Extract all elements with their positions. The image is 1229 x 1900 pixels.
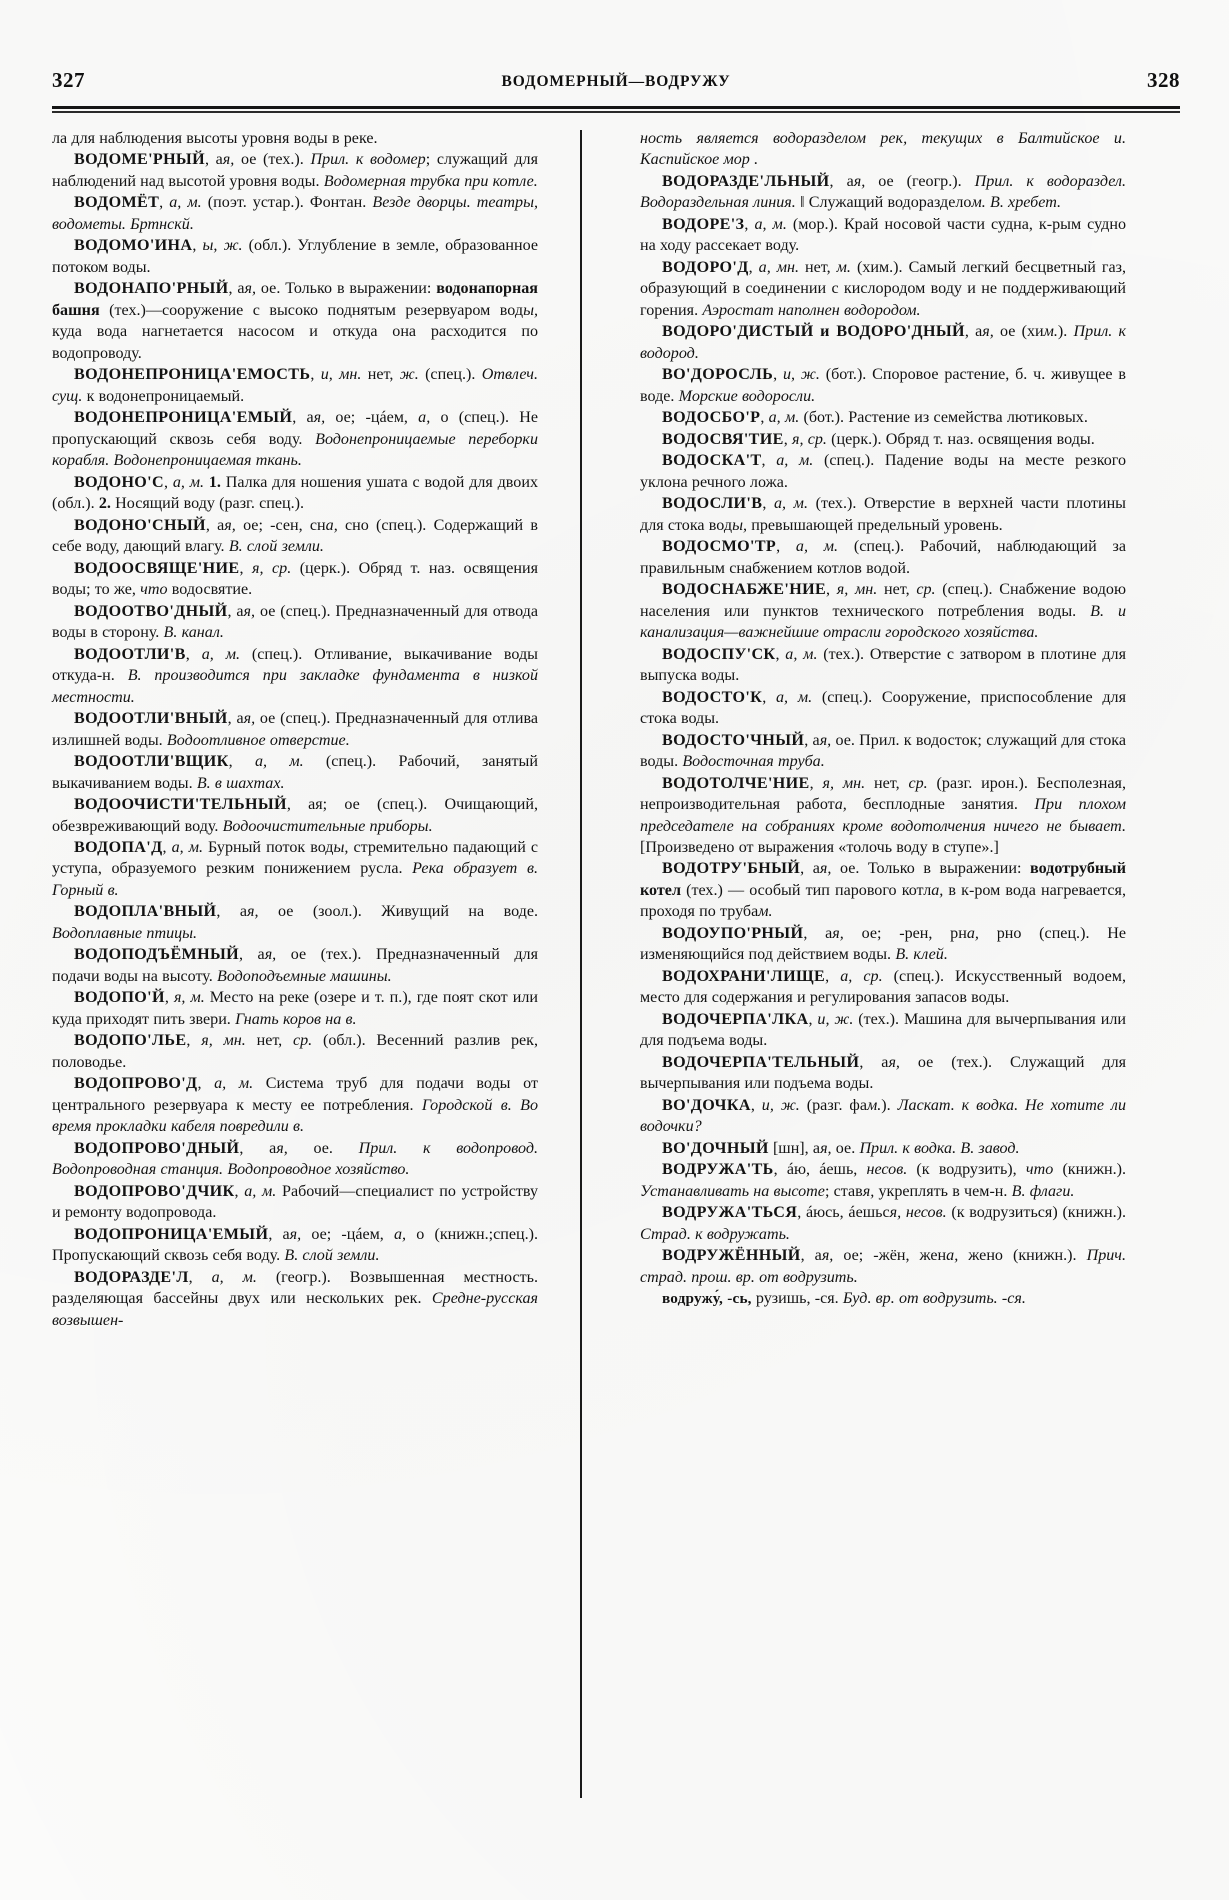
entry-headword: ВОДОСВЯ'ТИЕ: [662, 430, 784, 448]
entry-headword: ВО'ДОРОСЛЬ: [662, 366, 774, 384]
header-rule-thin: [52, 111, 1180, 113]
entry-headword: ВОДООЧИСТИ'ТЕЛЬНЫЙ: [74, 796, 287, 814]
entry-definition: , а, м. (спец.). Падение воды на месте резкого уклона речного ложа.: [640, 452, 1126, 491]
entry-definition: , а, ср. (спец.). Искусственный водоем, место для содержания и регулирования запасов воды.: [640, 967, 1126, 1007]
entry-headword: ВОДРУЖЁННЫЙ: [662, 1247, 801, 1265]
dictionary-entry: [52, 192, 538, 235]
entry-headword: ВОДРУЖА'ТЬ: [662, 1161, 774, 1179]
dictionary-entry: [52, 515, 538, 558]
entry-headword: ВОДРУЖА'ТЬСЯ: [662, 1204, 798, 1222]
entry-definition: , а, м. (спец.). Рабочий, наблюдающий за правильным снабжением котлов водой.: [640, 538, 1126, 577]
entry-headword: ВОДОРЕ'З: [662, 215, 745, 233]
dictionary-entry: [640, 1138, 1126, 1159]
entry-definition: , ая, ое; -сен, сна, сно (спец.). Содержащий в себе воду, дающий влагу. В. слой земли.: [52, 516, 539, 556]
dictionary-entry: [52, 364, 538, 407]
entry-headword: ВО'ДОЧКА: [662, 1096, 751, 1114]
dictionary-entry: [52, 794, 538, 837]
dictionary-entry: [52, 1138, 538, 1181]
entry-definition: , а, м. (спец.). Рабочий, занятый выкачиванием воды. В. в шахтах.: [52, 753, 538, 792]
entry-definition: , ая, ое (тех.). Прил. к водомер; служащий для наблюдений над высотой уровня воды. Водомерная трубка при котле.: [52, 151, 538, 190]
entry-headword: ВОДОПО'ЛЬЕ: [74, 1032, 187, 1050]
entry-definition: , а, м. Рабочий—специалист по устройству и ремонту водопровода.: [52, 1182, 538, 1222]
dictionary-entry: [640, 966, 1126, 1009]
dictionary-entry: [52, 1181, 538, 1224]
entry-headword: ВОДООТЛИ'В: [74, 645, 186, 663]
entry-definition: , ая, ое. Прил. к водопровод. Водопроводная станция. Водопроводное хозяйство.: [52, 1139, 538, 1179]
entry-headword: ВОДОНО'С: [74, 473, 164, 491]
dictionary-entry: [52, 1073, 538, 1137]
dictionary-entry: [52, 472, 538, 515]
dictionary-entry: [640, 493, 1126, 536]
dictionary-entry: [52, 901, 538, 944]
entry-headword: ВОДОСМО'ТР: [662, 538, 777, 556]
entry-definition: , ая, ое; -рен, рна, рно (спец.). Не изменяющийся под действием воды. В. клей.: [640, 924, 1127, 964]
entry-definition: , ы, ж. (обл.). Углубление в земле, образованное потоком воды.: [52, 237, 538, 276]
entry-definition: , а, м. (геогр.). Возвышенная местность. разделяющая бассейны двух или нескольких рек. Средне-русская возвышен-: [52, 1268, 538, 1329]
entry-definition: , ая, ое. Только в выражении: водонапорная башня (тех.)—сооружение с высоко поднятым резервуаром воды, куда вода нагнетается насосом и откуда она расходится по водопроводу.: [52, 280, 538, 362]
dictionary-entry: [640, 773, 1126, 859]
entry-definition: , а, м. Система труб для подачи воды от центрального резервуара к месту ее потребления. Городской в. Во время прокладки кабеля повредили в.: [52, 1075, 538, 1136]
entry-definition: , ая, ое (спец.). Предназначенный для отлива излишней воды. Водоотливное отверстие.: [52, 710, 538, 749]
entry-definition: рузишь, -ся. Буд. вр. от водрузить. -ся.: [751, 1290, 1026, 1308]
running-title: ВОДОМЕРНЫЙ—ВОДРУЖУ: [501, 73, 731, 90]
entry-definition: , ая, ое (тех.). Служащий для вычерпывания или подъема воды.: [640, 1053, 1127, 1093]
dictionary-entry: [640, 429, 1126, 450]
entry-definition: , а, м. (поэт. устар.). Фонтан. Везде дворцы. театры, водометы. Бртнскй.: [52, 194, 538, 233]
entry-definition: , ая, ое (геогр.). Прил. к водораздел. Водораздельная линия. ‖ Служащий водоразделом. В. хребет.: [640, 172, 1126, 212]
entry-headword: ВОДОСПУ'СК: [662, 645, 776, 663]
entry-headword: ВОДОУПО'РНЫЙ: [662, 924, 804, 942]
dictionary-entry: [640, 450, 1126, 493]
entry-definition: , а, м. 1. Палка для ношения ушата с водой для двоих (обл.). 2. Носящий воду (разг. спец.).: [52, 473, 539, 513]
running-head: [52, 68, 1180, 102]
entry-headword: ВОДОРО'ДИСТЫЙ и ВОДОРО'ДНЫЙ: [662, 323, 965, 341]
dictionary-entry: [640, 644, 1126, 687]
dictionary-entry: [52, 149, 538, 192]
entry-definition: , áю, áешь, несов. (к водрузить), что (книжн.). Устанавливать на высоте; ставя, укреплять в чем-н. В. флаги.: [640, 1161, 1126, 1200]
entry-definition: , ая; ое (спец.). Очищающий, обезвреживающий воду. Водоочистительные приборы.: [52, 796, 538, 835]
entry-definition: , и, мн. нет, ж. (спец.). Отвлеч. сущ. к водонепроницаемый.: [52, 366, 538, 405]
entry-headword: ВОДОСКА'Т: [662, 452, 762, 470]
entry-definition: , а, м. (спец.). Сооружение, приспособление для стока воды.: [640, 688, 1126, 728]
dictionary-entry: [52, 558, 538, 601]
entry-headword: ВОДОСНАБЖЕ'НИЕ: [662, 581, 827, 599]
column-left: [52, 128, 538, 1828]
dictionary-entry: [52, 235, 538, 278]
entry-headword: ВОДОНЕПРОНИЦА'ЕМОСТЬ: [74, 366, 311, 384]
entry-headword: ВОДОЧЕРПА'ТЕЛЬНЫЙ: [662, 1053, 860, 1071]
entry-definition: , ая, ое; -цáем, а, о (книжн.;спец.). Пропускающий сквозь себя воду. В. слой земли.: [52, 1225, 539, 1265]
entry-definition: [шн], ая, ое. Прил. к водка. В. завод.: [768, 1139, 1020, 1157]
entry-definition: , а, м. (мор.). Край носовой части судна, к-рым судно на ходу рассекает воду.: [640, 215, 1126, 255]
entry-headword: ВОДОТРУ'БНЫЙ: [662, 860, 801, 878]
entry-headword: ВОДОПОДЪЁМНЫЙ: [74, 946, 239, 964]
folio-left: 327: [52, 68, 85, 92]
entry-headword: ВОДОПА'Д: [74, 838, 163, 856]
entry-headword: ВОДООТЛИ'ВЩИК: [74, 753, 229, 771]
dictionary-entry: [52, 278, 538, 364]
dictionary-entry: [52, 407, 538, 471]
entry-headword: ВОДОПРОВО'ДЧИК: [74, 1182, 235, 1200]
entry-headword: ВОДОСЛИ'В: [662, 495, 763, 513]
entry-headword: ВОДООСВЯЩЕ'НИЕ: [74, 559, 240, 577]
entry-headword: ВОДОРАЗДЕ'ЛЬНЫЙ: [662, 172, 830, 190]
entry-definition: , а, м. (тех.). Отверстие с затвором в плотине для выпуска воды.: [640, 645, 1126, 685]
entry-definition: , а, м. Бурный поток воды, стремительно падающий с уступа, образуемого резким понижением русла. Река образует в. Горный в.: [52, 838, 538, 899]
entry-headword: ВОДОНЕПРОНИЦА'ЕМЫЙ: [74, 409, 293, 427]
entry-headword: ВОДОТОЛЧЕ'НИЕ: [662, 774, 810, 792]
dictionary-entry: [640, 536, 1126, 579]
entry-definition: , ая, ое. Прил. к водосток; служащий для стока воды. Водосточная труба.: [640, 731, 1126, 771]
dictionary-entry: [640, 214, 1126, 257]
dictionary-entry: [640, 257, 1126, 321]
column-right: [640, 128, 1126, 1828]
folio-right: 328: [1147, 68, 1180, 92]
entry-definition: , а, м. (тех.). Отверстие в верхней части плотины для стока воды, превышающей предельный уровень.: [640, 495, 1126, 534]
dictionary-entry: [52, 708, 538, 751]
dictionary-entry: [52, 837, 538, 901]
dictionary-entry: [640, 579, 1126, 643]
entry-headword: ВО'ДОЧНЫЙ: [662, 1139, 769, 1157]
entry-definition: , ая, ое (тех.). Предназначенный для подачи воды на высоту. Водоподъемные машины.: [52, 946, 538, 985]
dictionary-entry: [640, 407, 1126, 428]
dictionary-entry: [640, 171, 1126, 214]
entry-definition: , я, ср. (церк.). Обряд т. наз. освящения воды; то же, что водосвятие.: [52, 559, 538, 599]
dictionary-entry: [640, 923, 1126, 966]
entry-definition: , я, ср. (церк.). Обряд т. наз. освящения воды.: [783, 430, 1095, 448]
dictionary-entry: [52, 1030, 538, 1073]
entry-definition: , и, ж. (тех.). Машина для вычерпывания или для подъема воды.: [640, 1010, 1126, 1050]
dictionary-entry: [640, 364, 1126, 407]
entry-headword: водружу́, -сь,: [662, 1290, 752, 1308]
column-area: [52, 128, 1180, 1828]
entry-definition: , ая, ое; -жён, жена, жено (книжн.). Прич. страд. прош. вр. от водрузить.: [640, 1247, 1126, 1286]
entry-headword: ВОДОСБО'Р: [662, 409, 761, 427]
entry-headword: ВОДОСТО'ЧНЫЙ: [662, 731, 805, 749]
entry-headword: ВОДОНО'СНЫЙ: [74, 516, 206, 534]
dictionary-entry: [640, 858, 1126, 922]
entry-definition: , ая, ое; -цáем, а, о (спец.). Не пропускающий сквозь себя воду. Водонепроницаемые переборки корабля. Водонепроницаемая ткань.: [52, 409, 539, 470]
entry-definition: , ая, ое. Только в выражении: водотрубный котел (тех.) — особый тип парового котла, в к-ром вода нагревается, проходя по трубам.: [640, 860, 1126, 921]
dictionary-entry: [52, 1224, 538, 1267]
entry-headword: ВОДООТВО'ДНЫЙ: [74, 602, 228, 620]
entry-definition: , и, ж. (разг. фам.). Ласкат. к водка. Не хотите ли водочки?: [640, 1096, 1126, 1136]
column-divider: [580, 130, 582, 1798]
entry-headword: ВОДООТЛИ'ВНЫЙ: [74, 710, 228, 728]
dictionary-entry: [640, 1288, 1126, 1309]
entry-definition: , а, м. (спец.). Отливание, выкачивание воды откуда-н. В. производится при закладке фундамента в низкой местности.: [52, 645, 538, 706]
entry-definition: , áюсь, áешься, несов. (к водрузиться) (книжн.). Страд. к водружать.: [640, 1204, 1126, 1243]
dictionary-entry: [52, 601, 538, 644]
dictionary-entry: [52, 644, 538, 708]
entry-definition: , я, м. Место на реке (озере и т. п.), где поят скот или куда приходят пить звери. Гнать коров на в.: [52, 989, 538, 1028]
entry-headword: ВОДОПРОВО'Д: [74, 1075, 198, 1093]
header-rule-thick: [52, 106, 1180, 109]
entry-headword: ВОДОПО'Й: [74, 989, 165, 1007]
entry-definition: , я, мн. нет, ср. (спец.). Снабжение водою населения или пунктов технического потребления воды. В. и канализация—важнейшие отрасли городского хозяйства.: [640, 581, 1126, 642]
entry-headword: ВОДОМЁТ: [74, 194, 160, 212]
entry-headword: ВОДОНАПО'РНЫЙ: [74, 280, 229, 298]
entry-definition: , а, мн. нет, м. (хим.). Самый легкий бесцветный газ, образующий в соединении с кислородом воду и не поддерживающий горения. Аэростат наполнен водородом.: [640, 258, 1126, 319]
dictionary-entry: [640, 1159, 1126, 1202]
dictionary-entry: [640, 1202, 1126, 1245]
entry-definition: , а, м. (бот.). Растение из семейства лютиковых.: [760, 409, 1088, 427]
dictionary-entry: [52, 944, 538, 987]
entry-headword: ВОДОПРОНИЦА'ЕМЫЙ: [74, 1225, 269, 1243]
header-rule: [52, 106, 1180, 113]
entry-headword: ВОДОРО'Д: [662, 258, 749, 276]
entry-continuation: ла для наблюдения высоты уровня воды в реке.: [52, 130, 378, 147]
entry-headword: ВОДОХРАНИ'ЛИЩЕ: [662, 967, 826, 985]
entry-definition: , я, мн. нет, ср. (обл.). Весенний разлив рек, половодье.: [52, 1032, 538, 1071]
entry-definition: , ая, ое (хим.). Прил. к водород.: [640, 323, 1127, 362]
dictionary-entry: [640, 1009, 1126, 1052]
dictionary-entry: [640, 321, 1126, 364]
dictionary-entry: [640, 1245, 1126, 1288]
dictionary-entry: [640, 1095, 1126, 1138]
entry-definition: , и, ж. (бот.). Споровое растение, б. ч. живущее в воде. Морские водоросли.: [640, 366, 1126, 405]
dictionary-entry: [640, 687, 1126, 730]
entry-headword: ВОДОМО'ИНА: [74, 237, 193, 255]
entry-headword: ВОДОПЛА'ВНЫЙ: [74, 903, 217, 921]
dictionary-entry: [52, 987, 538, 1030]
dictionary-entry: [52, 751, 538, 794]
entry-definition: , ая, ое (зоол.). Живущий на воде. Водоплавные птицы.: [52, 903, 539, 942]
entry-headword: ВОДОМЕ'РНЫЙ: [74, 151, 205, 169]
entry-headword: ВОДОПРОВО'ДНЫЙ: [74, 1139, 240, 1157]
entry-headword: ВОДОЧЕРПА'ЛКА: [662, 1010, 809, 1028]
entry-continuation: ность является водоразделом рек, текущих в Балтийское и. Каспийское мор .: [640, 130, 1126, 169]
entry-headword: ВОДОСТО'К: [662, 688, 763, 706]
entry-definition: , ая, ое (спец.). Предназначенный для отвода воды в сторону. В. канал.: [52, 602, 538, 642]
entry-headword: ВОДОРАЗДЕ'Л: [74, 1268, 189, 1286]
dictionary-entry: [640, 730, 1126, 773]
entry-definition: , я, мн. нет, ср. (разг. ирон.). Бесполезная, непроизводительная работа, бесплодные занятия. При плохом председателе на собраниях кроме водотолчения ничего не бывает. [Произведено от выражения «толочь воду в ступе».]: [640, 774, 1127, 856]
dictionary-entry: [640, 1052, 1126, 1095]
dictionary-entry: [52, 1267, 538, 1331]
